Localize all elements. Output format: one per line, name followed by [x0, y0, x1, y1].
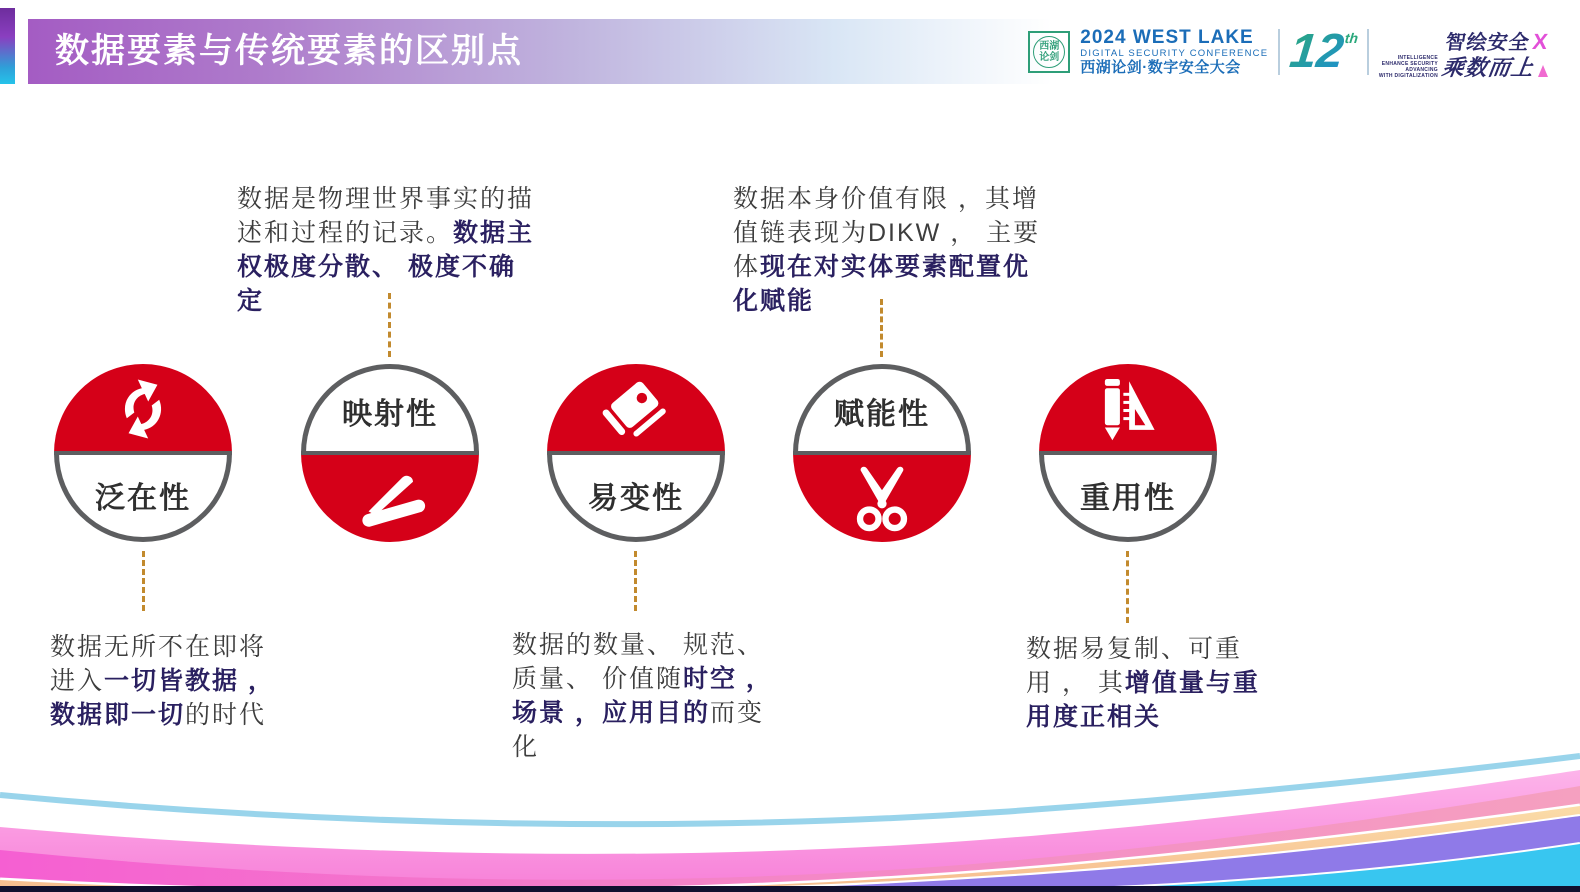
note-emphasis-text: 一切皆教据 ，数据即一切 — [50, 667, 275, 729]
page-title: 数据要素与传统要素的区别点 — [55, 32, 523, 70]
circle-icon-half — [301, 453, 479, 542]
edition-number: 12 — [1287, 25, 1347, 78]
note-reusability — [1026, 632, 1266, 734]
feature-circle-reusability — [1039, 364, 1217, 542]
note-emphasis-text: 现在对实体要素配置优化赋能 — [733, 253, 1031, 315]
conference-seal-icon — [1028, 31, 1070, 73]
brand-line2: 乘数而上 — [1440, 54, 1536, 80]
conference-title-cn: 西湖论剑·数字安全大会 — [1080, 58, 1241, 76]
note-text: 数据是物理世界事实的描述和过程的记录。 — [237, 185, 535, 247]
note-variability — [512, 628, 780, 764]
feature-label: 易变性 — [588, 482, 684, 515]
brand-caption-line: ENHANCE SECURITY — [1381, 60, 1438, 67]
circle-label-half — [793, 364, 971, 453]
note-text: 数据的数量、 规范、质量、 价值随 — [512, 631, 764, 693]
scissors-icon — [845, 461, 919, 535]
brand-line1: 智绘安全 — [1444, 31, 1532, 54]
edition-badge — [1287, 25, 1360, 78]
circle-icon-half — [1039, 364, 1217, 453]
circle-midline — [54, 451, 232, 455]
logo-separator — [1278, 29, 1280, 75]
circle-label-half — [54, 453, 232, 542]
circle-icon-half — [547, 364, 725, 453]
brand-caption-line: ADVANCING — [1405, 66, 1438, 73]
feature-circle-mapping — [301, 364, 479, 542]
circle-midline — [1039, 451, 1217, 455]
feature-circle-ubiquity — [54, 364, 232, 542]
circle-label-half — [547, 453, 725, 542]
bottom-wave-decoration — [0, 750, 1580, 892]
logo-row — [1028, 24, 1548, 80]
brand-caption-line: INTELLIGENCE — [1397, 54, 1438, 61]
conference-seal-text: 西湖论剑 — [1039, 41, 1060, 63]
note-text: 数据无所不在即将进入 — [50, 633, 267, 695]
circle-icon-half — [54, 364, 232, 453]
note-text: 的时代 — [185, 701, 267, 729]
note-text: 而变化 — [512, 699, 764, 761]
conference-subtitle-en: DIGITAL SECURITY CONFERENCE — [1080, 47, 1269, 59]
feature-label: 赋能性 — [834, 398, 930, 431]
feature-label: 泛在性 — [95, 482, 191, 515]
circle-icon-half — [793, 453, 971, 542]
circle-label-half — [1039, 453, 1217, 542]
note-mapping — [237, 182, 542, 318]
circle-midline — [793, 451, 971, 455]
feature-circle-empowerment — [793, 364, 971, 542]
feature-circle-variability — [547, 364, 725, 542]
connector-line — [142, 551, 145, 611]
brand-caption — [1379, 55, 1438, 79]
pencil-ruler-icon — [1091, 372, 1165, 446]
brand-arrow-icon — [1538, 65, 1548, 77]
note-text: 数据易复制、可重用 ， 其 — [1026, 635, 1243, 697]
note-emphasis-text: 时空 ，场景 ，应用目的 — [512, 665, 773, 727]
conference-title-en: 2024 WEST LAKE — [1080, 26, 1254, 48]
edition-suffix: th — [1344, 30, 1360, 46]
circle-midline — [301, 451, 479, 455]
sync-arrows-icon — [106, 372, 180, 446]
brand-logo — [1379, 26, 1548, 79]
connector-line — [1126, 551, 1129, 623]
brand-x-mark: X — [1531, 28, 1550, 54]
logo-separator — [1367, 29, 1369, 75]
brand-caption-line: WITH DIGITALIZATION — [1378, 72, 1438, 79]
note-emphasis-text: 增值量与重用度正相关 — [1026, 669, 1260, 731]
note-text: 数据本身价值有限 ，其增值链表现为DIKW ， 主要体 — [733, 185, 1041, 281]
circle-label-half — [301, 364, 479, 453]
header-accent-bar — [0, 8, 15, 84]
feature-label: 重用性 — [1080, 482, 1176, 515]
note-empowerment — [733, 182, 1041, 318]
conference-logo-text — [1080, 28, 1268, 77]
feature-label: 映射性 — [342, 398, 438, 431]
note-ubiquity — [50, 630, 290, 732]
circle-midline — [547, 451, 725, 455]
connector-line — [634, 551, 637, 611]
stapler-icon — [353, 461, 427, 535]
note-emphasis-text: 数据主权极度分散、 极度不确定 — [237, 219, 535, 315]
sharpener-icon — [599, 372, 673, 446]
